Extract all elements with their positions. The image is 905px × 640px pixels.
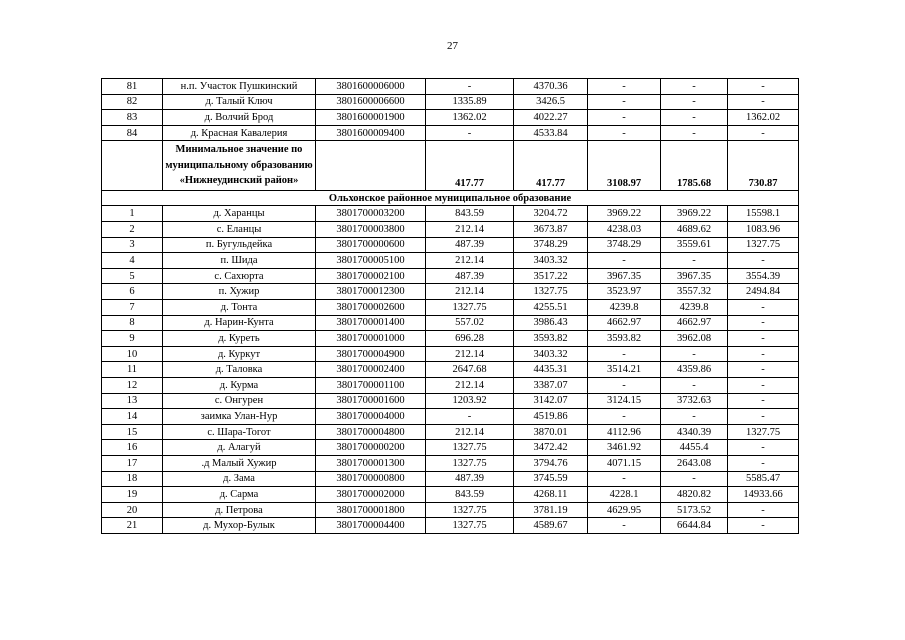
value-3: - [588, 125, 661, 141]
oktmo-code: 3801600001900 [316, 110, 426, 126]
value-5: 1362.02 [728, 110, 799, 126]
value-5: - [728, 409, 799, 425]
oktmo-code: 3801700000200 [316, 440, 426, 456]
value-4: - [661, 110, 728, 126]
oktmo-code: 3801700001400 [316, 315, 426, 331]
value-5: - [728, 440, 799, 456]
value-2: 3745.59 [514, 471, 588, 487]
value-5: - [728, 315, 799, 331]
value-4: 4689.62 [661, 222, 728, 238]
oktmo-code: 3801700000800 [316, 471, 426, 487]
value-3: 3969.22 [588, 206, 661, 222]
value-4: - [661, 79, 728, 95]
table-row [102, 518, 799, 534]
row-number: 16 [102, 440, 163, 456]
value-2: 3204.72 [514, 206, 588, 222]
value-2: 3986.43 [514, 315, 588, 331]
row-number: 82 [102, 94, 163, 110]
value-2: 3781.19 [514, 502, 588, 518]
value-3: 3461.92 [588, 440, 661, 456]
settlement-name: п. Бугульдейка [163, 237, 316, 253]
value-4: 4359.86 [661, 362, 728, 378]
value-5: - [728, 79, 799, 95]
value-1: 212.14 [426, 222, 514, 238]
value-4: - [661, 125, 728, 141]
oktmo-code: 3801700003800 [316, 222, 426, 238]
value-4: - [661, 94, 728, 110]
table-row [102, 125, 799, 141]
row-number: 9 [102, 331, 163, 347]
row-number: 4 [102, 253, 163, 269]
value-2: 3673.87 [514, 222, 588, 238]
row-number: 19 [102, 487, 163, 503]
oktmo-code: 3801700002100 [316, 268, 426, 284]
summary-v3: 3108.97 [588, 141, 661, 191]
value-3: 3523.97 [588, 284, 661, 300]
oktmo-code: 3801700001600 [316, 393, 426, 409]
value-2: 3794.76 [514, 455, 588, 471]
summary-num [102, 141, 163, 191]
row-number: 20 [102, 502, 163, 518]
value-4: - [661, 471, 728, 487]
oktmo-code: 3801600006000 [316, 79, 426, 95]
table-row [102, 268, 799, 284]
value-5: - [728, 393, 799, 409]
value-4: 3557.32 [661, 284, 728, 300]
table-row [102, 487, 799, 503]
row-number: 13 [102, 393, 163, 409]
row-number: 12 [102, 378, 163, 394]
value-5: - [728, 300, 799, 316]
row-number: 15 [102, 424, 163, 440]
value-2: 3403.32 [514, 346, 588, 362]
row-number: 8 [102, 315, 163, 331]
value-4: 4340.39 [661, 424, 728, 440]
value-5: 1327.75 [728, 424, 799, 440]
oktmo-code: 3801700004400 [316, 518, 426, 534]
value-3: - [588, 471, 661, 487]
value-2: 1327.75 [514, 284, 588, 300]
table-body-top [102, 79, 799, 141]
value-1: 1203.92 [426, 393, 514, 409]
settlement-name: д. Зама [163, 471, 316, 487]
oktmo-code: 3801600006600 [316, 94, 426, 110]
value-4: 3967.35 [661, 268, 728, 284]
oktmo-code: 3801700001300 [316, 455, 426, 471]
oktmo-code: 3801700004900 [316, 346, 426, 362]
value-3: - [588, 94, 661, 110]
value-2: 3142.07 [514, 393, 588, 409]
value-4: 4662.97 [661, 315, 728, 331]
value-1: 843.59 [426, 206, 514, 222]
value-2: 3870.01 [514, 424, 588, 440]
row-number: 7 [102, 300, 163, 316]
value-2: 4370.36 [514, 79, 588, 95]
table-summary [102, 141, 799, 206]
value-3: 4071.15 [588, 455, 661, 471]
value-4: 4239.8 [661, 300, 728, 316]
settlement-name: д. Мухор-Булык [163, 518, 316, 534]
row-number: 17 [102, 455, 163, 471]
settlement-name: с. Онгурен [163, 393, 316, 409]
settlement-name: с. Еланцы [163, 222, 316, 238]
value-1: - [426, 125, 514, 141]
oktmo-code: 3801700012300 [316, 284, 426, 300]
value-4: 2643.08 [661, 455, 728, 471]
table-row [102, 94, 799, 110]
value-5: - [728, 518, 799, 534]
settlement-name: п. Шида [163, 253, 316, 269]
value-1: 212.14 [426, 378, 514, 394]
value-5: - [728, 455, 799, 471]
value-4: - [661, 409, 728, 425]
table-row [102, 393, 799, 409]
value-1: 1335.89 [426, 94, 514, 110]
summary-v4: 1785.68 [661, 141, 728, 191]
value-2: 3403.32 [514, 253, 588, 269]
summary-v5: 730.87 [728, 141, 799, 191]
value-3: - [588, 409, 661, 425]
value-3: - [588, 518, 661, 534]
settlement-name: д. Нарин-Кунта [163, 315, 316, 331]
value-5: - [728, 378, 799, 394]
value-1: 2647.68 [426, 362, 514, 378]
settlement-name: д. Красная Кавалерия [163, 125, 316, 141]
value-1: 487.39 [426, 268, 514, 284]
value-3: 4228.1 [588, 487, 661, 503]
value-3: 4238.03 [588, 222, 661, 238]
value-4: 3732.63 [661, 393, 728, 409]
summary-code [316, 141, 426, 191]
oktmo-code: 3801700001000 [316, 331, 426, 347]
summary-row [102, 141, 799, 191]
table-row [102, 424, 799, 440]
value-5: 5585.47 [728, 471, 799, 487]
value-5: - [728, 362, 799, 378]
table-row [102, 331, 799, 347]
value-1: 1327.75 [426, 518, 514, 534]
value-5: - [728, 346, 799, 362]
value-5: 15598.1 [728, 206, 799, 222]
oktmo-code: 3801700004000 [316, 409, 426, 425]
settlement-name: д. Талый Ключ [163, 94, 316, 110]
value-4: 3962.08 [661, 331, 728, 347]
row-number: 84 [102, 125, 163, 141]
value-1: 212.14 [426, 346, 514, 362]
oktmo-code: 3801700000600 [316, 237, 426, 253]
value-3: 3967.35 [588, 268, 661, 284]
value-4: 3969.22 [661, 206, 728, 222]
table-row [102, 471, 799, 487]
settlement-name: д. Харанцы [163, 206, 316, 222]
table-row [102, 409, 799, 425]
value-4: 5173.52 [661, 502, 728, 518]
value-1: 487.39 [426, 471, 514, 487]
value-3: - [588, 79, 661, 95]
value-2: 3472.42 [514, 440, 588, 456]
table-row [102, 253, 799, 269]
oktmo-code: 3801700005100 [316, 253, 426, 269]
value-1: 557.02 [426, 315, 514, 331]
table-row [102, 110, 799, 126]
settlement-name: д. Петрова [163, 502, 316, 518]
value-1: 487.39 [426, 237, 514, 253]
value-3: 3593.82 [588, 331, 661, 347]
oktmo-code: 3801700003200 [316, 206, 426, 222]
value-1: 1362.02 [426, 110, 514, 126]
value-2: 4589.67 [514, 518, 588, 534]
value-5: 1083.96 [728, 222, 799, 238]
value-1: 212.14 [426, 284, 514, 300]
value-3: 4629.95 [588, 502, 661, 518]
settlement-name: д. Сарма [163, 487, 316, 503]
settlement-name: д. Куркут [163, 346, 316, 362]
section-header-row [102, 190, 799, 206]
table-row [102, 440, 799, 456]
value-3: - [588, 253, 661, 269]
settlement-name: д. Куреть [163, 331, 316, 347]
value-5: - [728, 125, 799, 141]
value-3: 4662.97 [588, 315, 661, 331]
value-5: - [728, 94, 799, 110]
value-4: - [661, 346, 728, 362]
settlement-name: п. Хужир [163, 284, 316, 300]
value-4: 4820.82 [661, 487, 728, 503]
value-2: 4268.11 [514, 487, 588, 503]
row-number: 83 [102, 110, 163, 126]
page-number: 27 [447, 40, 458, 52]
row-number: 10 [102, 346, 163, 362]
value-5: 1327.75 [728, 237, 799, 253]
value-5: - [728, 502, 799, 518]
table-row [102, 237, 799, 253]
settlement-name: д. Волчий Брод [163, 110, 316, 126]
summary-v1: 417.77 [426, 141, 514, 191]
value-2: 4519.86 [514, 409, 588, 425]
row-number: 21 [102, 518, 163, 534]
table-row [102, 300, 799, 316]
value-5: 14933.66 [728, 487, 799, 503]
row-number: 18 [102, 471, 163, 487]
value-1: 212.14 [426, 424, 514, 440]
section-title: Ольхонское районное муниципальное образование [102, 190, 799, 206]
table-row [102, 346, 799, 362]
row-number: 14 [102, 409, 163, 425]
value-4: - [661, 378, 728, 394]
value-3: - [588, 378, 661, 394]
table-row [102, 455, 799, 471]
settlement-name: .д Малый Хужир [163, 455, 316, 471]
value-4: - [661, 253, 728, 269]
row-number: 2 [102, 222, 163, 238]
value-5: 3554.39 [728, 268, 799, 284]
value-3: 3514.21 [588, 362, 661, 378]
value-1: 843.59 [426, 487, 514, 503]
value-1: - [426, 79, 514, 95]
value-1: - [426, 409, 514, 425]
data-table [101, 78, 799, 534]
settlement-name: н.п. Участок Пушкинский [163, 79, 316, 95]
summary-v2: 417.77 [514, 141, 588, 191]
oktmo-code: 3801700002000 [316, 487, 426, 503]
oktmo-code: 3801700001800 [316, 502, 426, 518]
value-3: - [588, 346, 661, 362]
value-3: 4239.8 [588, 300, 661, 316]
table-row [102, 79, 799, 95]
value-5: 2494.84 [728, 284, 799, 300]
row-number: 81 [102, 79, 163, 95]
value-2: 4255.51 [514, 300, 588, 316]
row-number: 6 [102, 284, 163, 300]
value-1: 1327.75 [426, 455, 514, 471]
settlement-name: д. Таловка [163, 362, 316, 378]
settlement-name: д. Тонта [163, 300, 316, 316]
oktmo-code: 3801600009400 [316, 125, 426, 141]
table-row [102, 284, 799, 300]
value-2: 3593.82 [514, 331, 588, 347]
value-2: 3748.29 [514, 237, 588, 253]
row-number: 5 [102, 268, 163, 284]
settlement-name: с. Шара-Тогот [163, 424, 316, 440]
value-2: 4022.27 [514, 110, 588, 126]
table-row [102, 378, 799, 394]
oktmo-code: 3801700004800 [316, 424, 426, 440]
value-3: - [588, 110, 661, 126]
value-4: 3559.61 [661, 237, 728, 253]
value-3: 3748.29 [588, 237, 661, 253]
value-2: 3387.07 [514, 378, 588, 394]
oktmo-code: 3801700002600 [316, 300, 426, 316]
settlement-name: заимка Улан-Нур [163, 409, 316, 425]
value-2: 3426.5 [514, 94, 588, 110]
table-row [102, 315, 799, 331]
table-row [102, 502, 799, 518]
value-5: - [728, 331, 799, 347]
value-1: 1327.75 [426, 440, 514, 456]
value-2: 3517.22 [514, 268, 588, 284]
table-row [102, 206, 799, 222]
oktmo-code: 3801700002400 [316, 362, 426, 378]
value-3: 3124.15 [588, 393, 661, 409]
value-1: 1327.75 [426, 300, 514, 316]
value-1: 696.28 [426, 331, 514, 347]
summary-label: Минимальное значение по муниципальному образованию «Нижнеудинский район» [163, 141, 316, 191]
table-row [102, 362, 799, 378]
value-3: 4112.96 [588, 424, 661, 440]
value-2: 4435.31 [514, 362, 588, 378]
value-5: - [728, 253, 799, 269]
settlement-name: д. Алагуй [163, 440, 316, 456]
row-number: 3 [102, 237, 163, 253]
value-1: 1327.75 [426, 502, 514, 518]
value-1: 212.14 [426, 253, 514, 269]
value-4: 4455.4 [661, 440, 728, 456]
value-2: 4533.84 [514, 125, 588, 141]
row-number: 1 [102, 206, 163, 222]
table-body-bottom [102, 206, 799, 533]
oktmo-code: 3801700001100 [316, 378, 426, 394]
value-4: 6644.84 [661, 518, 728, 534]
table-row [102, 222, 799, 238]
settlement-name: д. Курма [163, 378, 316, 394]
row-number: 11 [102, 362, 163, 378]
settlement-name: с. Сахюрта [163, 268, 316, 284]
